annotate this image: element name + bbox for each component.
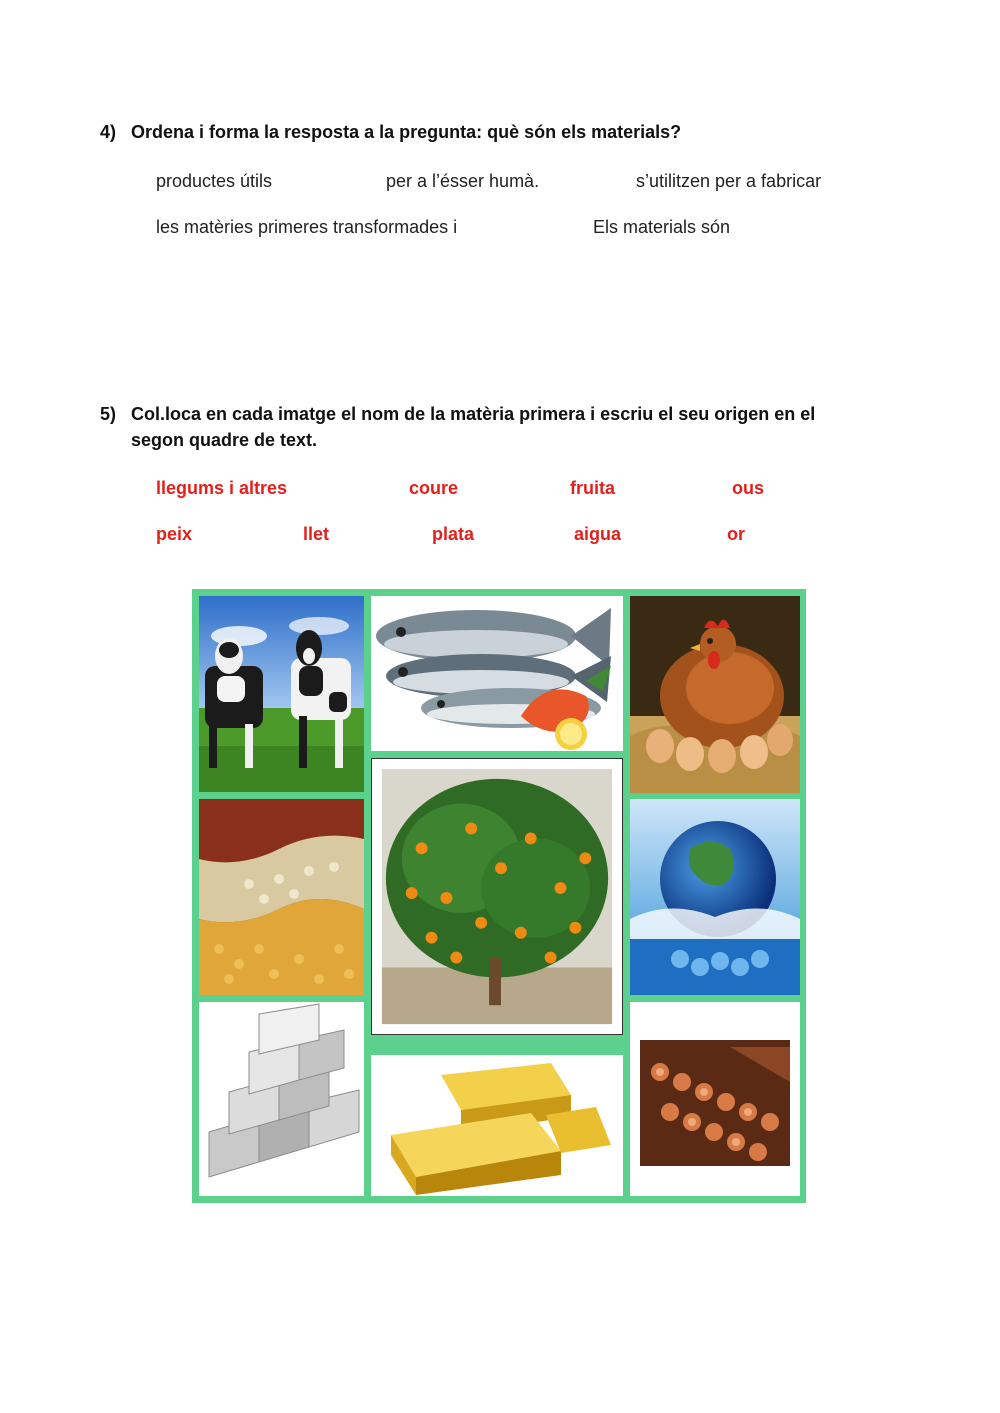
word-aigua[interactable]: aigua (574, 524, 622, 544)
copper-rods-photo[interactable] (630, 1002, 800, 1196)
legumes-photo[interactable] (199, 799, 364, 995)
orange-tree-photo[interactable] (371, 758, 623, 1035)
word-llegums[interactable]: llegums i altres (156, 478, 288, 498)
fragment-els-materials[interactable]: Els materials són (593, 217, 731, 237)
earth-water-photo[interactable] (630, 799, 800, 995)
fish-photo[interactable] (371, 596, 623, 751)
cows-photo[interactable] (199, 596, 364, 792)
word-plata[interactable]: plata (432, 524, 475, 544)
fragment-esser-huma[interactable]: per a l’ésser humà. (386, 171, 540, 191)
question-5-number: 5) (100, 404, 117, 424)
question-4-number: 4) (100, 122, 117, 142)
gold-bars-photo[interactable] (371, 1055, 623, 1196)
fragment-materies[interactable]: les matèries primeres transformades i (156, 217, 458, 237)
question-4-text: Ordena i forma la resposta a la pregunta: què són els materials? (131, 122, 682, 142)
photo-grid (192, 589, 806, 1203)
word-coure[interactable]: coure (409, 478, 459, 498)
fragment-utilitzen[interactable]: s’utilitzen per a fabricar (636, 171, 822, 191)
word-fruita[interactable]: fruita (570, 478, 615, 498)
word-peix[interactable]: peix (156, 524, 193, 544)
question-5-line2: segon quadre de text. (131, 430, 318, 450)
word-llet[interactable]: llet (303, 524, 330, 544)
word-ous[interactable]: ous (732, 478, 765, 498)
question-5-line1: Col.loca en cada imatge el nom de la matèria primera i escriu el seu origen en el (131, 404, 816, 424)
word-or[interactable]: or (727, 524, 745, 544)
silver-bars-photo[interactable] (199, 1002, 364, 1196)
hen-eggs-photo[interactable] (630, 596, 800, 793)
fragment-productes[interactable]: productes útils (156, 171, 273, 191)
